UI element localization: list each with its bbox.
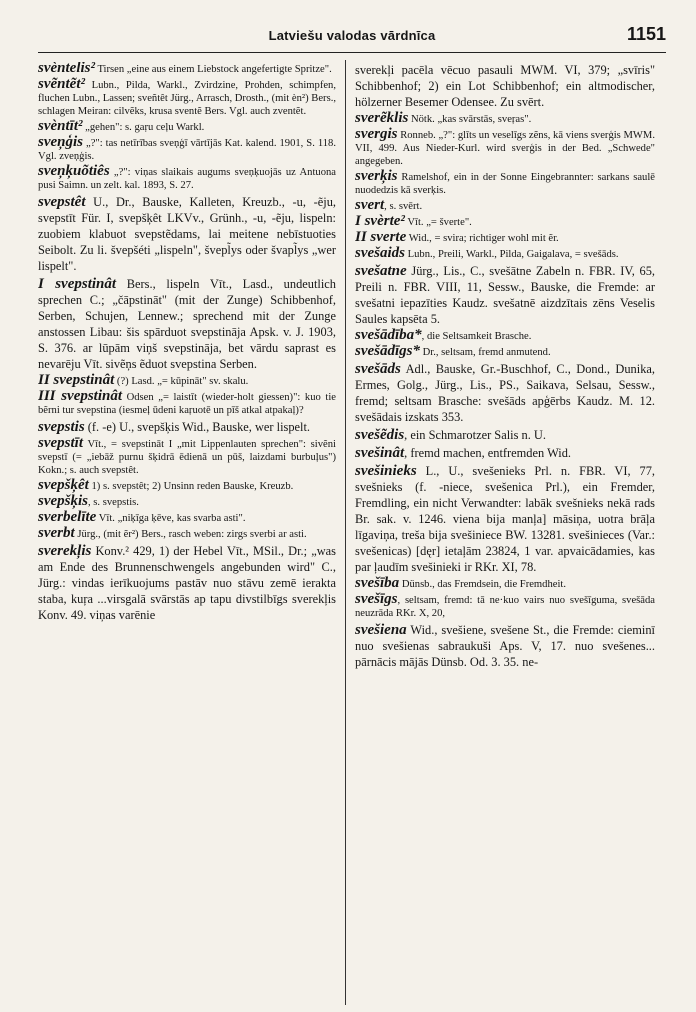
entry-text: Vīt. „= šverte". (404, 217, 472, 228)
entry-text: „?": viņas slaikais augums sveņķuojās uz Antuona pusi Saimn. un zelt. kal. 1893, S. 27. (38, 167, 336, 191)
entry-text: Jürg., Lis., C., svešātne Zabeln n. FBR. IV, 65, Preili n. FBR. VIII, 11, Sessw., Bauske, die Fremde: ar svešatni iepazīties Kaudz. svešatnē aizdzītais zēns Veselis Saules kapsēta 5. (355, 264, 655, 326)
entry-headword: svèntelis² (38, 62, 95, 76)
entry-text: Ramelshof, ein in der Sonne Eingebrannter: sarkans saulē nuodedzis kā sverķis. (355, 172, 655, 196)
dictionary-entry (355, 231, 655, 245)
dictionary-entry (355, 215, 655, 229)
entry-text: Konv.² 429, 1) der Hebel Vīt., MSil., Dr.; „was am Ende des Brunnenschwengels angebunden wird" C., Jürg.: vindas ierīkuojums pastāv nuo stāvu zemē ierakta staba, kuŗa ...virsgalā svārstās ap tapu divstilbīgs sverekļis Konv. 49. viņas varēnie (38, 544, 336, 622)
entry-headword: svẽntẽt² (38, 76, 85, 92)
dictionary-entry (355, 622, 655, 670)
dictionary-entry (355, 112, 655, 126)
right-column (355, 62, 655, 1007)
entry-text: , die Seltsamkeit Brasche. (421, 331, 532, 342)
entry-headword: svešība (355, 575, 400, 591)
entry-headword: sveņķuõtiês (38, 163, 110, 179)
dictionary-entry (38, 194, 336, 274)
dictionary-entry (355, 170, 655, 197)
entry-headword: svešiena (355, 622, 407, 638)
entry-text: „?": tas netīrības sveņģī vārtījās Kat. kalend. 1901, S. 118. Vgl. zveņģis. (38, 138, 336, 162)
entry-headword: svepšķis (38, 493, 88, 509)
entry-headword: svešinât (355, 445, 405, 461)
entry-text: L., U., svešenieks Prl. n. FBR. VI, 77, svešnieks (f. -niece, svešenica Prl.), ein Fremder, Fremdling, ein nicht Verwandter: labāk svešnieks nekā rads Br. sak. v. 1246. viena bija manļa] māsiņa, uotra brāļa līgaviņa, treša bija svešiniece BW. 13281. svešinieces (Var.: svešenicas) [dęr] ietaļām 23824, 1 var. apvaicādamies, kas par ļaudīm svešinieki ir RKr. XI, 78. (355, 464, 655, 574)
dictionary-entry (38, 495, 336, 509)
dictionary-entry (38, 136, 336, 163)
entry-headword: sverķis (355, 168, 398, 184)
entry-text: Wid., = svira; richtiger wohl mit ẽr. (406, 233, 559, 244)
entry-headword: I svepstinât (38, 276, 117, 292)
dictionary-entry (38, 374, 336, 388)
entry-text: , ein Schmarotzer Salis n. U. (404, 428, 546, 442)
left-column (38, 62, 336, 1007)
entry-headword: svešinieks (355, 463, 417, 479)
entry-text: Dr., seltsam, fremd anmutend. (420, 347, 551, 358)
dictionary-entry (355, 427, 655, 443)
dictionary-entry (355, 329, 655, 343)
dictionary-entry (355, 445, 655, 461)
entry-text: Nötk. „kas svārstās, sveŗas". (408, 114, 532, 125)
entry-text: (f. -e) U., svepšķis Wid., Bauske, wer lispelt. (84, 420, 311, 434)
dictionary-entry (355, 345, 655, 359)
entry-text: Tirsen „eine aus einem Liebstock angefertigte Spritze". (95, 64, 332, 75)
entry-headword: svešāds (355, 361, 401, 377)
entry-headword: II svepstinât (38, 372, 115, 388)
column-divider (345, 60, 346, 1005)
entry-headword: sverẽklis (355, 110, 409, 126)
dictionary-entry (38, 120, 336, 134)
dictionary-entry (38, 165, 336, 192)
entry-headword: svepstīt (38, 435, 83, 451)
entry-text: 1) s. svepstêt; 2) Unsinn reden Bauske, Kreuzb. (88, 481, 294, 492)
entry-headword: II sverte (355, 229, 407, 245)
entry-text: Lubn., Pilda, Warkl., Zvirdzine, Prohden, schimpfen, fluchen Lubn., Lassen; sveñtêt Jürg., Arrasch, Drosth., (mit èn²) Bers., schlagen Meiran: cilvẽks, krusa sventẽ Bers. Vgl. auch zventẽt. (38, 80, 336, 117)
entry-headword: svert (355, 197, 385, 213)
dictionary-entry (38, 437, 336, 477)
entry-text: Dünsb., das Fremdsein, die Fremdheit. (399, 579, 567, 590)
dictionary-entry (355, 199, 655, 213)
entry-headword: sverekļis (38, 543, 92, 559)
entry-text: Bers., lispeln Vīt., Lasd., undeutlich sprechen C.; „čāpstināt" (mit der Zunge) Schibbenhof, Serben, Schujen, Lennew.; sprechend mit der Zunge anstossen Libau: šis spārduot svepstināja Apsk. v. J. 1903, S. 376. ar lūpām viņš svepstināja, bet vārdu saprast es nevarēju Vīt. sivẽņs ẽduot svepstina Serben. (38, 277, 336, 371)
entry-text: Adl., Bauske, Gr.-Buschhof, C., Dond., Dunika, Ermes, Golg., Jürg., Lis., PS., Saikava, Selsau, Sessw., fremd; seltsam Brasche: svešāds apģērbs Kaudz. M. 12. svešādais izskats 353. (355, 362, 655, 424)
entry-headword: III svepstinât (38, 388, 123, 404)
dictionary-entry (355, 577, 655, 591)
entry-headword: svešīgs (355, 591, 398, 607)
dictionary-entry (38, 511, 336, 525)
entry-headword: sveņģis (38, 134, 83, 150)
entry-text: Jürg., (mit ẽr²) Bers., rasch weben: zirgs sverbi ar asti. (74, 529, 307, 540)
dictionary-entry (355, 128, 655, 168)
dictionary-entry (38, 276, 336, 372)
entry-text: U., Dr., Bauske, Kalleten, Kreuzb., -u, -ẽju, svepstīt Für. I, svepšķêt LKVv., Grünh., -u, -ẽju, lispeln: zuobiem klabuot svepstẽdams, lai meitene nebīstuoties Seibolt. Zu li. švepšéti „lispeln", švepl̃ys oder švapl̃ys „wer lispelt". (38, 195, 336, 273)
dictionary-entry (38, 62, 336, 76)
dictionary-entry (38, 78, 336, 118)
entry-text: Ronneb. „?": glīts un veselīgs zẽns, kā viens sverģis MWM. VII, 499. Aus Nieder-Kurl. wird sverģis in der Bed. „Schwede" angegeben. (355, 130, 655, 167)
page-header (38, 20, 666, 53)
entry-text: sverekļi pacēla vēcuo pasauli MWM. VI, 379; „svīris" Schibbenhof; 2) ein Lot Schibbenhof; ein altmodischer, hölzerner Besemer Odensee. Zu svērt. (355, 63, 655, 109)
entry-headword: svepšķêt (38, 477, 89, 493)
entry-headword: svešaids (355, 245, 405, 261)
entry-headword: sverbt (38, 525, 75, 541)
dictionary-entry (38, 419, 336, 435)
entry-text: Vīt., = svepstināt I „mit Lippenlauten sprechen": sivẽni svepstī (= „iebāž purnu šķidrā ēdienā un pūš, laizdami burbuļus") Kokn.; s. auch svepstêt. (38, 439, 336, 476)
entry-headword: svepstis (38, 419, 85, 435)
entry-headword: I svèrte² (355, 213, 405, 229)
dictionary-entry (355, 361, 655, 425)
entry-headword: svešẽdis (355, 427, 405, 443)
dictionary-entry (38, 390, 336, 417)
entry-text: , fremd machen, entfremden Wid. (404, 446, 571, 460)
entry-text: Odsen „= laistīt (wieder-holt giessen)": kuo tie bẽrni tur svepstina (iesmeļ ūdeni kaŗuotē un pīš atkal atpakaļ)? (38, 392, 336, 416)
dictionary-entry (38, 543, 336, 623)
entry-headword: svepstêt (38, 194, 86, 210)
dictionary-entry (355, 247, 655, 261)
entry-text: , s. svērt. (384, 201, 423, 212)
dictionary-entry (355, 593, 655, 620)
entry-text: „gehen": s. gaṛu ceļu Warkl. (82, 122, 205, 133)
entry-headword: svešādība* (355, 327, 422, 343)
entry-text: Vīt. „niķīga ķēve, kas svarba asti". (96, 513, 246, 524)
entry-text: , s. svepstis. (88, 497, 139, 508)
page-number: 1151 (626, 24, 666, 44)
dictionary-entry (38, 527, 336, 541)
running-title: Latviešu valodas vārdnīca (268, 28, 436, 43)
entry-headword: svèntīt² (38, 118, 83, 134)
dictionary-entry (355, 463, 655, 575)
entry-text: , seltsam, fremd: tā ne·kuo vairs nuo svešīguma, svešāda neuzrāda RKr. X, 20, (355, 595, 655, 619)
dictionary-entry (355, 62, 655, 110)
entry-headword: sverbelīte (38, 509, 97, 525)
entry-text: (?) Lasd. „= kūpināt" sv. skalu. (114, 376, 249, 387)
entry-text: Wid., svešiene, svešene St., die Fremde: cieminī nuo svešienas sabraukuši Aps. V, 17. nuo svešenes... pārnācis mājās Dünsb. Od. 3. 35. ne- (355, 623, 655, 669)
dictionary-entry (38, 479, 336, 493)
entry-text: Lubn., Preili, Warkl., Pilda, Gaigalava, = svešāds. (405, 249, 619, 260)
dictionary-entry (355, 263, 655, 327)
entry-headword: svergis (355, 126, 398, 142)
entry-headword: svešatne (355, 263, 407, 279)
entry-headword: svešādīgs* (355, 343, 420, 359)
